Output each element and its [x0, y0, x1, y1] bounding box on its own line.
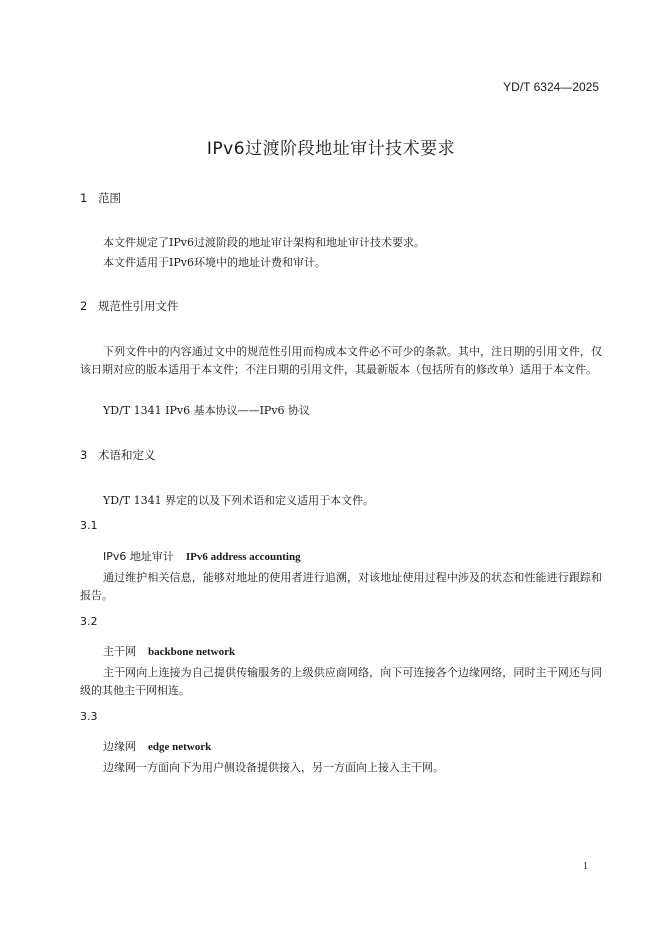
term-english: edge network [148, 741, 212, 753]
section-heading-scope [80, 190, 121, 206]
term-entry [103, 548, 301, 564]
term-definition: 通过维护相关信息，能够对地址的使用者进行追溯，对该地址使用过程中涉及的状态和性能进行跟踪和报告。 [80, 571, 602, 602]
section-title: 术语和定义 [98, 448, 156, 462]
paragraph: YD/T 1341 界定的以及下列术语和定义适用于本文件。 [103, 494, 375, 507]
section-number: 3 [80, 448, 88, 462]
term-entry [103, 643, 235, 659]
term-definition: 边缘网一方面向下为用户侧设备提供接入，另一方面向上接入主干网。 [103, 761, 444, 774]
paragraph: 本文件适用于IPv6环境中的地址计费和审计。 [103, 256, 326, 269]
paragraph: 下列文件中的内容通过文中的规范性引用而构成本文件必不可少的条款。其中，注日期的引用文件，仅该日期对应的版本适用于本文件；不注日期的引用文件，其最新版本（包括所有的修改单）适用于本文件。 [80, 345, 602, 376]
paragraph: 本文件规定了IPv6过渡阶段的地址审计架构和地址审计技术要求。 [103, 236, 425, 249]
document-code: YD/T 6324—2025 [503, 80, 599, 94]
page-number: 1 [583, 861, 588, 872]
term-number: 3.3 [80, 710, 98, 723]
term-number: 3.1 [80, 519, 98, 532]
term-definition: 主干网向上连接为自己提供传输服务的上级供应商网络，向下可连接各个边缘网络，同时主干网还与同级的其他主干网相连。 [80, 666, 602, 697]
term-chinese: IPv6 地址审计 [103, 550, 174, 563]
section-heading-terms-definitions [80, 447, 156, 463]
term-number: 3.2 [80, 615, 98, 628]
term-english: IPv6 address accounting [185, 551, 301, 563]
reference-item: YD/T 1341 IPv6 基本协议——IPv6 协议 [103, 404, 311, 417]
document-title: IPv6过渡阶段地址审计技术要求 [206, 139, 456, 159]
section-number: 2 [80, 299, 88, 313]
term-chinese: 边缘网 [103, 740, 136, 753]
section-title: 范围 [98, 191, 121, 205]
term-chinese: 主干网 [103, 645, 136, 658]
term-entry [103, 738, 211, 754]
term-english: backbone network [148, 646, 236, 658]
section-number: 1 [80, 191, 88, 205]
section-heading-normative-references [80, 298, 179, 314]
section-title: 规范性引用文件 [98, 299, 179, 313]
